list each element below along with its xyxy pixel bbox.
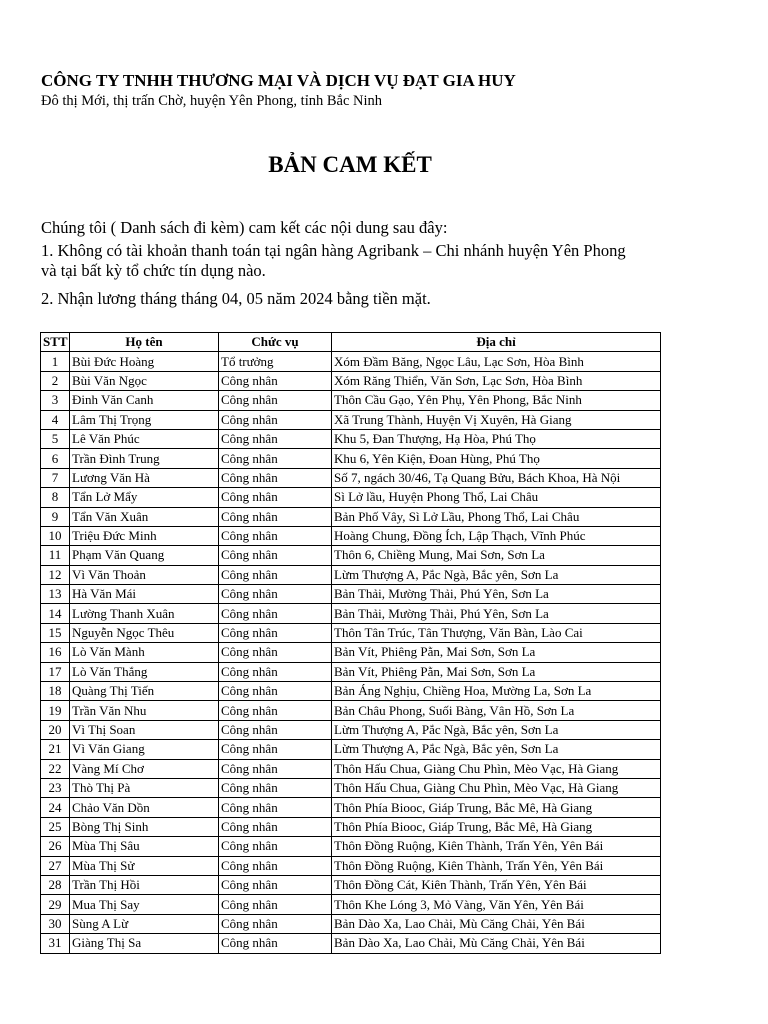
cell-name: Bòng Thị Sinh — [70, 817, 219, 836]
cell-stt: 13 — [41, 585, 70, 604]
cell-address: Bản Vít, Phiêng Pằn, Mai Sơn, Sơn La — [332, 662, 661, 681]
cell-name: Bùi Đức Hoàng — [70, 352, 219, 371]
table-row — [41, 720, 661, 739]
cell-name: Đinh Văn Canh — [70, 391, 219, 410]
table-row — [41, 604, 661, 623]
cell-role: Công nhân — [219, 623, 332, 642]
cell-stt: 1 — [41, 352, 70, 371]
company-name: CÔNG TY TNHH THƯƠNG MẠI VÀ DỊCH VỤ ĐẠT GIA HUY — [41, 71, 516, 90]
cell-name: Vì Văn Thoản — [70, 565, 219, 584]
cell-stt: 9 — [41, 507, 70, 526]
cell-stt: 18 — [41, 682, 70, 701]
cell-role: Công nhân — [219, 507, 332, 526]
cell-address: Bản Vít, Phiêng Pằn, Mai Sơn, Sơn La — [332, 643, 661, 662]
table-row — [41, 740, 661, 759]
cell-name: Tẩn Lở Mẩy — [70, 488, 219, 507]
table-row — [41, 565, 661, 584]
cell-role: Tổ trưởng — [219, 352, 332, 371]
cell-stt: 7 — [41, 468, 70, 487]
cell-stt: 14 — [41, 604, 70, 623]
cell-stt: 6 — [41, 449, 70, 468]
cell-address: Thôn 6, Chiềng Mung, Mai Sơn, Sơn La — [332, 546, 661, 565]
cell-stt: 2 — [41, 371, 70, 390]
cell-role: Công nhân — [219, 720, 332, 739]
cell-address: Hoàng Chung, Đồng Ích, Lập Thạch, Vĩnh Phúc — [332, 526, 661, 545]
cell-role: Công nhân — [219, 701, 332, 720]
cell-stt: 29 — [41, 895, 70, 914]
cell-role: Công nhân — [219, 817, 332, 836]
cell-address: Lừm Thượng A, Pắc Ngà, Bắc yên, Sơn La — [332, 740, 661, 759]
cell-role: Công nhân — [219, 934, 332, 953]
table-row — [41, 352, 661, 371]
table-row — [41, 934, 661, 953]
cell-name: Mùa Thị Sử — [70, 856, 219, 875]
cell-name: Sùng A Lừ — [70, 914, 219, 933]
header-name: Họ tên — [70, 333, 219, 352]
cell-role: Công nhân — [219, 546, 332, 565]
cell-role: Công nhân — [219, 565, 332, 584]
cell-stt: 12 — [41, 565, 70, 584]
cell-role: Công nhân — [219, 798, 332, 817]
cell-name: Quàng Thị Tiến — [70, 682, 219, 701]
table-row — [41, 507, 661, 526]
cell-role: Công nhân — [219, 410, 332, 429]
cell-role: Công nhân — [219, 526, 332, 545]
cell-stt: 5 — [41, 429, 70, 448]
table-row — [41, 526, 661, 545]
cell-role: Công nhân — [219, 468, 332, 487]
cell-stt: 11 — [41, 546, 70, 565]
cell-role: Công nhân — [219, 740, 332, 759]
cell-address: Thôn Phía Biooc, Giáp Trung, Bắc Mê, Hà Giang — [332, 798, 661, 817]
header-role: Chức vụ — [219, 333, 332, 352]
table-row — [41, 643, 661, 662]
cell-name: Giàng Thị Sa — [70, 934, 219, 953]
cell-name: Mùa Thị Sâu — [70, 837, 219, 856]
cell-role: Công nhân — [219, 914, 332, 933]
cell-name: Mua Thị Say — [70, 895, 219, 914]
table-row — [41, 856, 661, 875]
cell-address: Thôn Đồng Ruộng, Kiên Thành, Trấn Yên, Yên Bái — [332, 856, 661, 875]
cell-stt: 25 — [41, 817, 70, 836]
cell-name: Thò Thị Pà — [70, 778, 219, 797]
cell-name: Lường Thanh Xuân — [70, 604, 219, 623]
cell-name: Trần Thị Hồi — [70, 875, 219, 894]
cell-stt: 16 — [41, 643, 70, 662]
cell-stt: 28 — [41, 875, 70, 894]
cell-role: Công nhân — [219, 837, 332, 856]
cell-address: Khu 5, Đan Thượng, Hạ Hòa, Phú Thọ — [332, 429, 661, 448]
cell-name: Trần Văn Nhu — [70, 701, 219, 720]
intro-text: Chúng tôi ( Danh sách đi kèm) cam kết các nội dung sau đây: — [41, 218, 448, 237]
cell-stt: 21 — [41, 740, 70, 759]
table-row — [41, 546, 661, 565]
cell-role: Công nhân — [219, 488, 332, 507]
cell-role: Công nhân — [219, 643, 332, 662]
table-row — [41, 837, 661, 856]
cell-stt: 19 — [41, 701, 70, 720]
cell-role: Công nhân — [219, 895, 332, 914]
cell-name: Vì Thị Soan — [70, 720, 219, 739]
cell-stt: 23 — [41, 778, 70, 797]
table-row — [41, 817, 661, 836]
cell-address: Thôn Hấu Chua, Giàng Chu Phìn, Mèo Vạc, Hà Giang — [332, 778, 661, 797]
commitment-item-1: 1. Không có tài khoản thanh toán tại ngân hàng Agribank – Chi nhánh huyện Yên Phong và tại bất kỳ tổ chức tín dụng nào. — [41, 241, 626, 280]
cell-role: Công nhân — [219, 391, 332, 410]
cell-stt: 10 — [41, 526, 70, 545]
table-row — [41, 623, 661, 642]
cell-address: Bản Dào Xa, Lao Chải, Mù Căng Chải, Yên Bái — [332, 914, 661, 933]
cell-role: Công nhân — [219, 585, 332, 604]
cell-address: Sì Lở lầu, Huyện Phong Thổ, Lai Châu — [332, 488, 661, 507]
staff-table — [40, 332, 661, 954]
cell-name: Lương Văn Hà — [70, 468, 219, 487]
cell-role: Công nhân — [219, 371, 332, 390]
document-title: BẢN CAM KẾT — [268, 152, 432, 177]
cell-address: Bản Thải, Mường Thải, Phú Yên, Sơn La — [332, 585, 661, 604]
cell-address: Thôn Hấu Chua, Giàng Chu Phìn, Mèo Vạc, Hà Giang — [332, 759, 661, 778]
cell-role: Công nhân — [219, 875, 332, 894]
cell-role: Công nhân — [219, 449, 332, 468]
table-row — [41, 895, 661, 914]
cell-address: Khu 6, Yên Kiện, Đoan Hùng, Phú Thọ — [332, 449, 661, 468]
cell-stt: 17 — [41, 662, 70, 681]
cell-stt: 20 — [41, 720, 70, 739]
cell-name: Vàng Mí Chơ — [70, 759, 219, 778]
header-address: Địa chỉ — [332, 333, 661, 352]
cell-address: Bản Thải, Mường Thải, Phú Yên, Sơn La — [332, 604, 661, 623]
table-row — [41, 468, 661, 487]
cell-address: Xóm Răng Thiển, Văn Sơn, Lạc Sơn, Hòa Bình — [332, 371, 661, 390]
cell-stt: 8 — [41, 488, 70, 507]
cell-stt: 24 — [41, 798, 70, 817]
cell-role: Công nhân — [219, 856, 332, 875]
table-row — [41, 488, 661, 507]
table-row — [41, 410, 661, 429]
table-row — [41, 798, 661, 817]
table-row — [41, 449, 661, 468]
cell-address: Bản Áng Nghịu, Chiềng Hoa, Mường La, Sơn La — [332, 682, 661, 701]
cell-address: Xã Trung Thành, Huyện Vị Xuyên, Hà Giang — [332, 410, 661, 429]
table-row — [41, 759, 661, 778]
cell-stt: 30 — [41, 914, 70, 933]
cell-name: Chảo Văn Dồn — [70, 798, 219, 817]
cell-address: Thôn Khe Lóng 3, Mỏ Vàng, Văn Yên, Yên Bái — [332, 895, 661, 914]
cell-stt: 31 — [41, 934, 70, 953]
table-row — [41, 429, 661, 448]
cell-stt: 4 — [41, 410, 70, 429]
cell-address: Thôn Cầu Gạo, Yên Phụ, Yên Phong, Bắc Ninh — [332, 391, 661, 410]
cell-address: Thôn Tân Trúc, Tân Thượng, Văn Bàn, Lào Cai — [332, 623, 661, 642]
company-address: Đô thị Mới, thị trấn Chờ, huyện Yên Phong, tỉnh Bắc Ninh — [41, 93, 383, 109]
cell-address: Thôn Đồng Cát, Kiên Thành, Trấn Yên, Yên Bái — [332, 875, 661, 894]
cell-role: Công nhân — [219, 682, 332, 701]
cell-address: Số 7, ngách 30/46, Tạ Quang Bửu, Bách Khoa, Hà Nội — [332, 468, 661, 487]
table-row — [41, 585, 661, 604]
table-row — [41, 778, 661, 797]
cell-stt: 22 — [41, 759, 70, 778]
table-row — [41, 914, 661, 933]
cell-address: Bản Châu Phong, Suối Bàng, Vân Hồ, Sơn La — [332, 701, 661, 720]
cell-address: Thôn Đồng Ruộng, Kiên Thành, Trấn Yên, Yên Bái — [332, 837, 661, 856]
cell-stt: 15 — [41, 623, 70, 642]
table-row — [41, 662, 661, 681]
cell-address: Lừm Thượng A, Pắc Ngà, Bắc yên, Sơn La — [332, 565, 661, 584]
cell-address: Thôn Phía Biooc, Giáp Trung, Bắc Mê, Hà Giang — [332, 817, 661, 836]
table-row — [41, 371, 661, 390]
table-row — [41, 701, 661, 720]
header-stt: STT — [41, 333, 70, 352]
cell-name: Trần Đình Trung — [70, 449, 219, 468]
table-row — [41, 682, 661, 701]
cell-name: Triệu Đức Minh — [70, 526, 219, 545]
cell-name: Lò Văn Mành — [70, 643, 219, 662]
cell-address: Bản Phố Vây, Sì Lở Lầu, Phong Thổ, Lai Châu — [332, 507, 661, 526]
cell-name: Tẩn Văn Xuân — [70, 507, 219, 526]
cell-stt: 27 — [41, 856, 70, 875]
cell-role: Công nhân — [219, 604, 332, 623]
table-row — [41, 391, 661, 410]
cell-address: Bản Dào Xa, Lao Chải, Mù Căng Chải, Yên Bái — [332, 934, 661, 953]
cell-name: Hà Văn Mái — [70, 585, 219, 604]
cell-name: Vì Văn Giang — [70, 740, 219, 759]
cell-name: Lâm Thị Trọng — [70, 410, 219, 429]
cell-stt: 3 — [41, 391, 70, 410]
cell-address: Lừm Thượng A, Pắc Ngà, Bắc yên, Sơn La — [332, 720, 661, 739]
table-header-row — [41, 333, 661, 352]
staff-table-body — [41, 352, 661, 953]
cell-role: Công nhân — [219, 759, 332, 778]
cell-name: Phạm Văn Quang — [70, 546, 219, 565]
commitment-item-2: 2. Nhận lương tháng tháng 04, 05 năm 2024 bằng tiền mặt. — [41, 289, 431, 308]
table-row — [41, 875, 661, 894]
cell-role: Công nhân — [219, 778, 332, 797]
cell-address: Xóm Đầm Băng, Ngọc Lâu, Lạc Sơn, Hòa Bình — [332, 352, 661, 371]
cell-role: Công nhân — [219, 429, 332, 448]
cell-role: Công nhân — [219, 662, 332, 681]
cell-name: Nguyễn Ngọc Thêu — [70, 623, 219, 642]
cell-stt: 26 — [41, 837, 70, 856]
cell-name: Lò Văn Thắng — [70, 662, 219, 681]
cell-name: Bùi Văn Ngọc — [70, 371, 219, 390]
cell-name: Lê Văn Phúc — [70, 429, 219, 448]
